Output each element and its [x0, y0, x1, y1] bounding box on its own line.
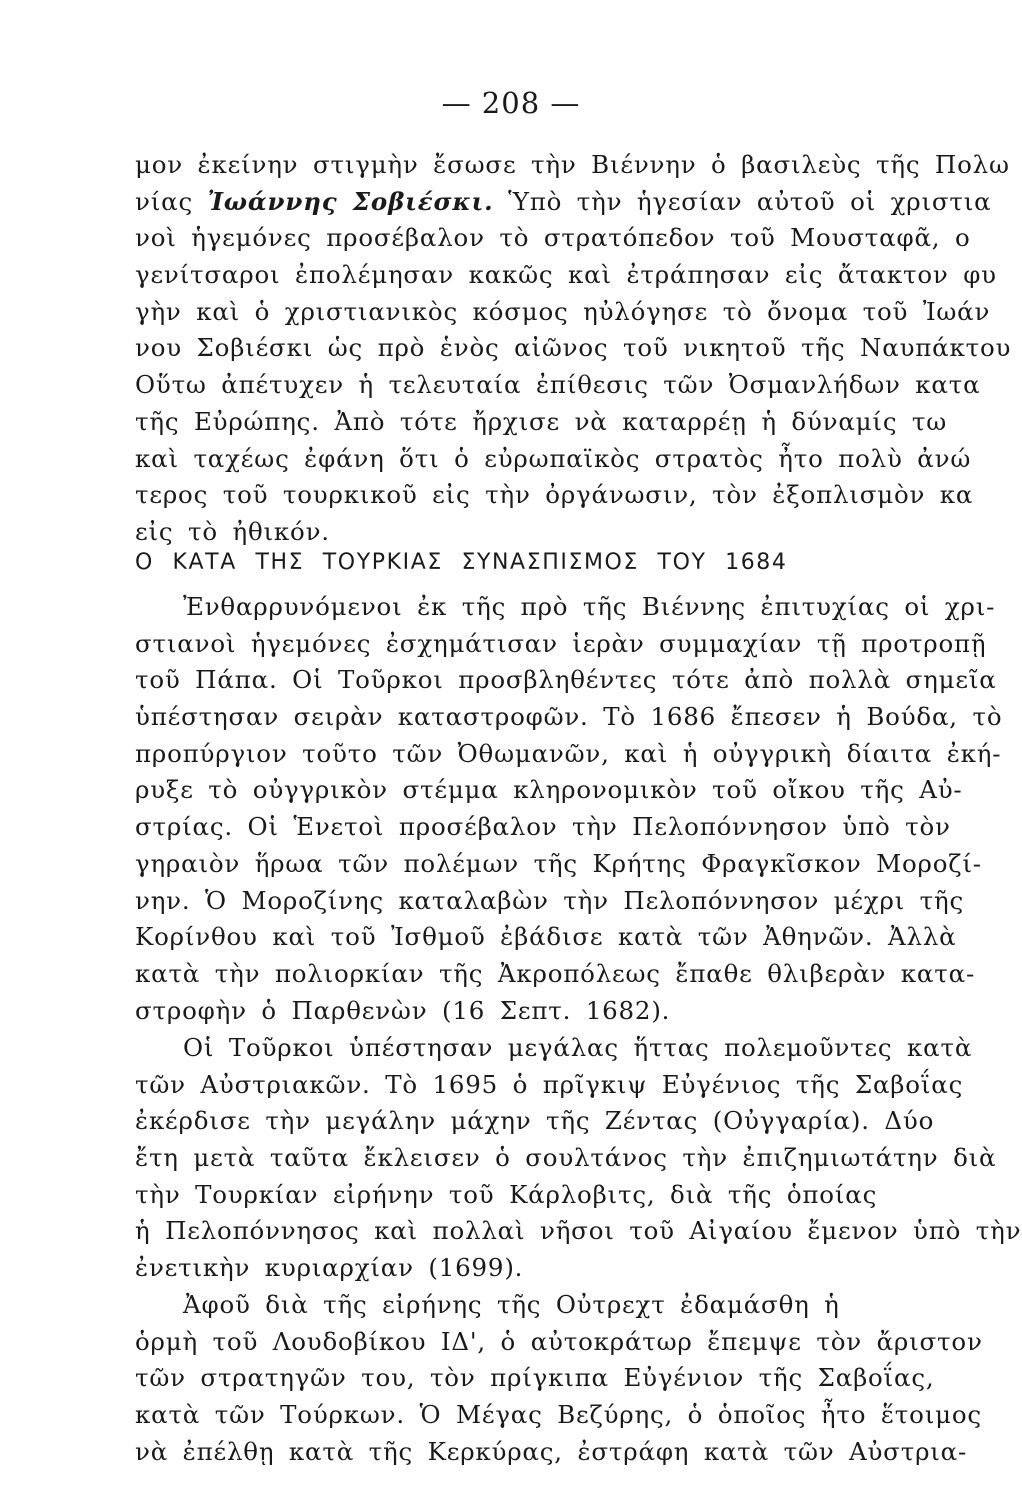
text-line: Ἐνθαρρυνόμενοι ἐκ τῆς πρὸ τῆς Βιέννης ἐπιτυχίας οἱ χρι- — [183, 592, 996, 621]
text-line: προπύργιον τοῦτο τῶν Ὀθωμανῶν, καὶ ἡ οὐγγρικὴ δίαιτα ἐκή- — [135, 738, 1002, 768]
text-line: καὶ ταχέως ἐφάνη ὅτι ὁ εὐρωπαϊκὸς στρατὸς ἦτο πολὺ ἀνώ — [135, 443, 972, 473]
paragraph-utrecht — [135, 1287, 1022, 1470]
text-line: τῶν στρατηγῶν του, τὸν πρίγκιπα Εὐγένιον τῆς Σαβοΐας, — [135, 1363, 935, 1393]
text-line: Οἱ Τοῦρκοι ὑπέστησαν μεγάλας ἥττας πολεμοῦντες κατὰ — [183, 1033, 973, 1062]
text-line: νην. Ὁ Μοροζίνης καταλαβὼν τὴν Πελοπόννησον μέχρι τῆς — [135, 885, 965, 915]
paragraph-defeats — [135, 1030, 1022, 1287]
page-number: — 208 — — [441, 86, 581, 120]
text-line — [135, 184, 1022, 221]
text-line: γηραιὸν ἥρωα τῶν πολέμων τῆς Κρήτης Φραγκῖσκον Μοροζί- — [135, 848, 982, 878]
text-fragment: νίας — [135, 186, 208, 216]
text-line: νοὶ ἡγεμόνες προσέβαλον τὸ στρατόπεδον τοῦ Μουσταφᾶ, ο — [135, 223, 971, 253]
text-line: μον ἐκείνην στιγμὴν ἔσωσε τὴν Βιέννην ὁ βασιλεὺς τῆς Πολω — [135, 150, 1010, 179]
text-line: τοῦ Πάπα. Οἱ Τοῦρκοι προσβληθέντες τότε ἀπὸ πολλὰ σημεῖα — [135, 665, 997, 695]
text-line: κατὰ τῶν Τούρκων. Ὁ Μέγας Βεζύρης, ὁ ὁποῖος ἦτο ἕτοιμος — [135, 1400, 982, 1430]
text-line: ὁρμὴ τοῦ Λουδοβίκου ΙΔ', ὁ αὐτοκράτωρ ἔπεμψε τὸν ἄριστον — [135, 1326, 983, 1356]
text-line: εἰς τὸ ἠθικόν. — [135, 516, 330, 546]
text-line: στρίας. Οἱ Ἑνετοὶ προσέβαλον τὴν Πελοπόννησον ὑπὸ τὸν — [135, 812, 951, 842]
text-line: ρυξε τὸ οὐγγρικὸν στέμμα κληρονομικὸν τοῦ οἴκου τῆς Αὐ- — [135, 775, 963, 805]
text-line: τὴν Τουρκίαν εἰρήνην τοῦ Κάρλοβιτς, διὰ τῆς ὁποίας — [135, 1179, 878, 1209]
text-line: γὴν καὶ ὁ χριστιανικὸς κόσμος ηὐλόγησε τὸ ὄνομα τοῦ Ἰωάν — [135, 296, 991, 326]
text-line: ὑπέστησαν σειρὰν καταστροφῶν. Τὸ 1686 ἔπεσεν ἡ Βούδα, τὸ — [135, 702, 1003, 732]
text-line: τῶν Αὐστριακῶν. Τὸ 1695 ὁ πρῖγκιψ Εὐγένιος τῆς Σαβοΐας — [135, 1069, 964, 1099]
text-line: ἔτη μετὰ ταῦτα ἔκλεισεν ὁ σουλτάνος τὴν ἐπιζημιωτάτην διὰ — [135, 1143, 997, 1173]
text-line: Οὕτω ἀπέτυχεν ἡ τελευταία ἐπίθεσις τῶν Ὀσμανλήδων κατα — [135, 370, 981, 400]
text-line: νὰ ἐπέλθῃ κατὰ τῆς Κερκύρας, ἐστράφη κατὰ τῶν Αὐστρια- — [135, 1436, 968, 1466]
text-line: κατὰ τὴν πολιορκίαν τῆς Ἀκροπόλεως ἔπαθε θλιβερὰν κατα- — [135, 958, 976, 988]
text-line: ἐνετικὴν κυριαρχίαν (1699). — [135, 1253, 524, 1283]
emphasized-name: Ἰωάννης Σοβιέσκι. — [207, 186, 494, 216]
section-heading: Ο ΚΑΤΑ ΤΗΣ ΤΟΥΡΚΙΑΣ ΣΥΝΑΣΠΙΣΜΟΣ ΤΟΥ 1684 — [135, 550, 788, 575]
text-line: ἐκέρδισε τὴν μεγάλην μάχην τῆς Ζέντας (Οὐγγαρία). Δύο — [135, 1106, 935, 1136]
text-line: στροφὴν ὁ Παρθενὼν (16 Σεπτ. 1682). — [135, 995, 671, 1025]
text-line: Ἀφοῦ διὰ τῆς εἰρήνης τῆς Οὐτρεχτ ἐδαμάσθη ἡ — [183, 1290, 840, 1319]
text-line: στιανοὶ ἡγεμόνες ἐσχημάτισαν ἱερὰν συμμαχίαν τῇ προτροπῇ — [135, 628, 987, 658]
text-line: νου Σοβιέσκι ὡς πρὸ ἑνὸς αἰῶνος τοῦ νικητοῦ τῆς Ναυπάκτου — [135, 333, 1012, 363]
text-line: Κορίνθου καὶ τοῦ Ἰσθμοῦ ἐβάδισε κατὰ τῶν Ἀθηνῶν. Ἀλλὰ — [135, 922, 957, 952]
paragraph-alliance — [135, 589, 1022, 1029]
paragraph-continued — [135, 147, 1022, 551]
text-line: τερος τοῦ τουρκικοῦ εἰς τὴν ὀργάνωσιν, τὸν ἐξοπλισμὸν κα — [135, 480, 974, 510]
text-line: τῆς Εὐρώπης. Ἀπὸ τότε ἤρχισε νὰ καταρρέῃ ἡ δύναμίς τω — [135, 406, 948, 436]
text-line: ἡ Πελοπόννησος καὶ πολλαὶ νῆσοι τοῦ Αἰγαίου ἔμενον ὑπὸ τὴν — [135, 1216, 1022, 1246]
text-line: γενίτσαροι ἐπολέμησαν κακῶς καὶ ἐτράπησαν εἰς ἄτακτον φυ — [135, 260, 997, 290]
text-fragment: Ὑπὸ τὴν ἡγεσίαν αὐτοῦ οἱ χριστια — [493, 186, 992, 216]
